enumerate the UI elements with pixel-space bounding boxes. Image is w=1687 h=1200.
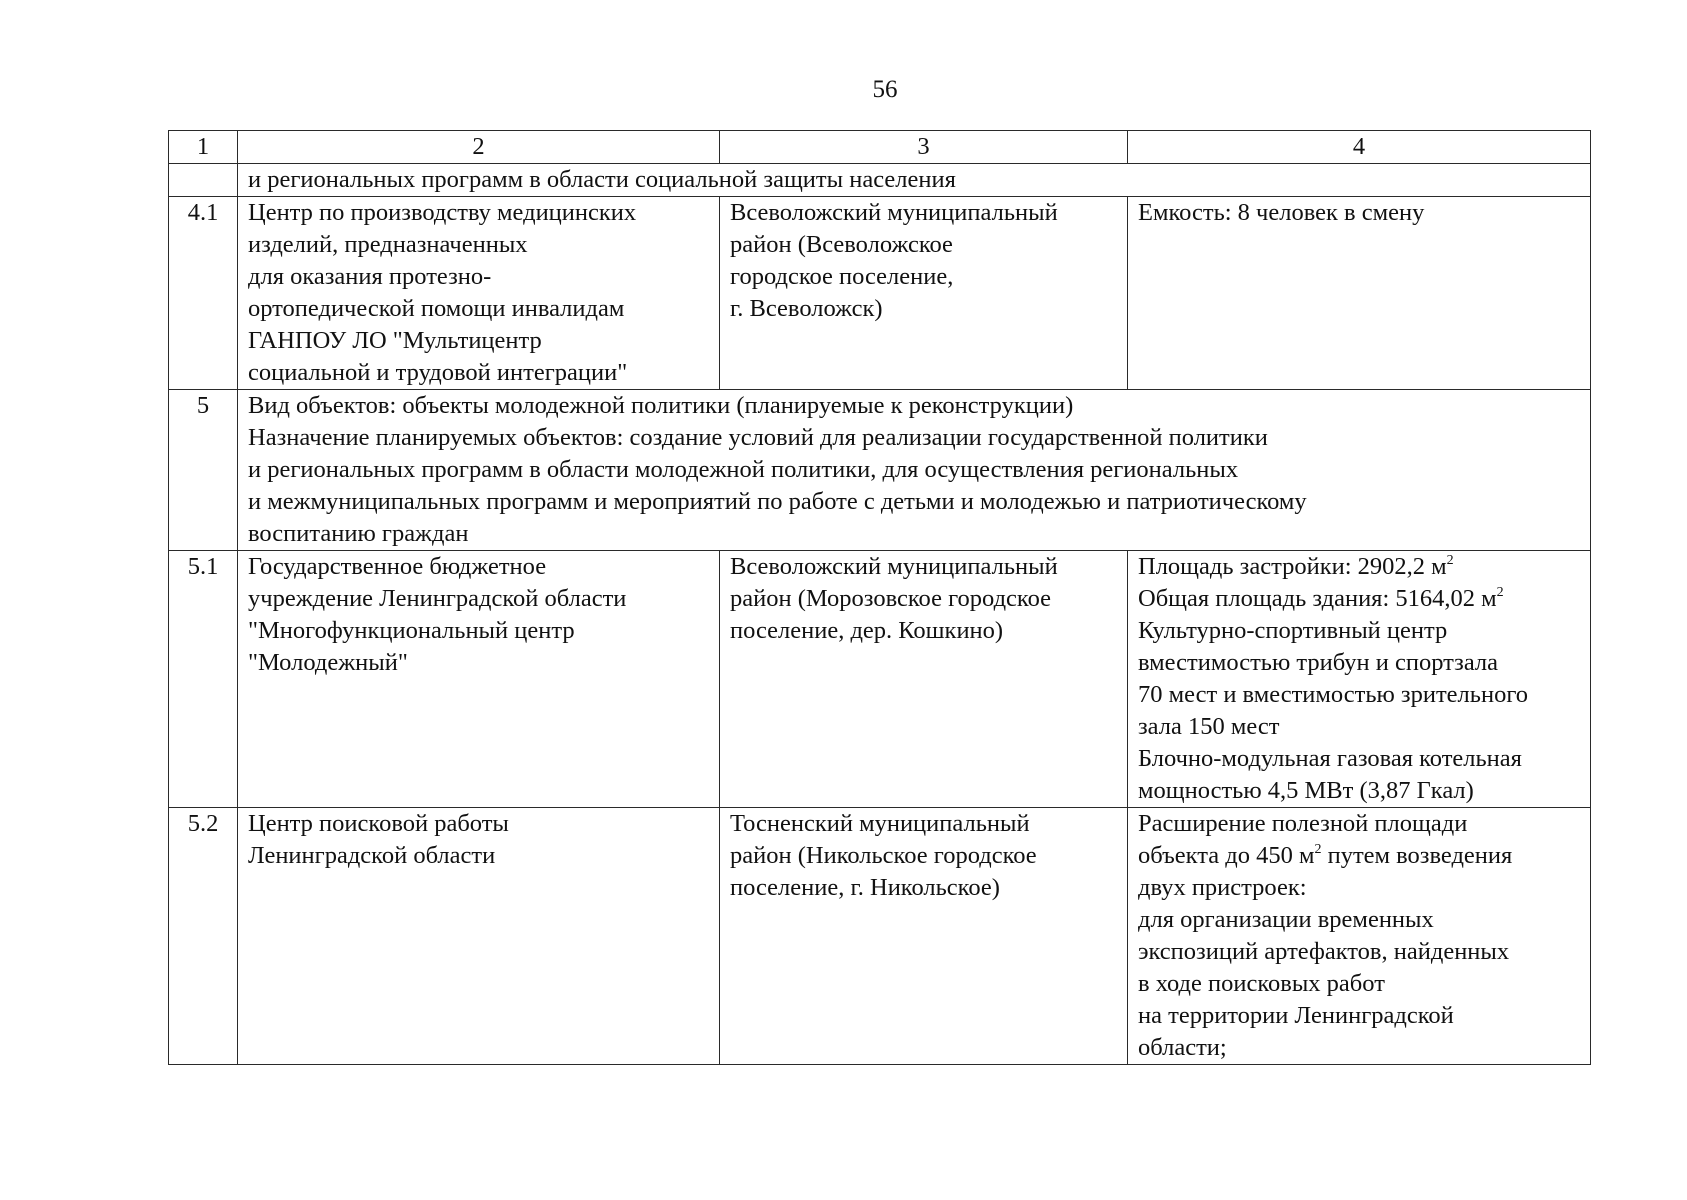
table-row-5-1 bbox=[169, 551, 1591, 808]
text-line: Вид объектов: объекты молодежной политики (планируемые к реконструкции) bbox=[248, 392, 1074, 419]
text-line bbox=[1138, 583, 1586, 615]
superscript: 2 bbox=[1446, 553, 1454, 568]
object-name-cell bbox=[238, 808, 720, 1065]
text-segment: Общая площадь здания: 5164,02 м bbox=[1138, 585, 1497, 612]
text-line: городское поселение, bbox=[730, 263, 954, 290]
text-line: и межмуниципальных программ и мероприятий по работе с детьми и молодежью и патриотическому bbox=[248, 488, 1307, 515]
text-segment: объекта до 450 м bbox=[1138, 842, 1315, 869]
text-line: Центр поисковой работы bbox=[248, 810, 509, 837]
text-segment: путем возведения bbox=[1321, 842, 1513, 869]
text-line: Центр по производству медицинских bbox=[248, 199, 637, 226]
row-number: 5.1 bbox=[169, 551, 238, 808]
row-number: 4.1 bbox=[169, 197, 238, 390]
superscript: 2 bbox=[1314, 842, 1322, 857]
text-line: зала 150 мест bbox=[1138, 713, 1280, 740]
text-line: в ходе поисковых работ bbox=[1138, 970, 1385, 997]
text-line bbox=[1138, 551, 1586, 583]
text-line: двух пристроек: bbox=[1138, 874, 1307, 901]
page-number: 56 bbox=[872, 76, 898, 103]
text-segment: Площадь застройки: 2902,2 м bbox=[1138, 553, 1447, 580]
text-line: Всеволожский муниципальный bbox=[730, 553, 1058, 580]
header-cell: 4 bbox=[1128, 131, 1591, 164]
text-line: экспозиций артефактов, найденных bbox=[1138, 938, 1510, 965]
text-line: ГАНПОУ ЛО "Мультицентр bbox=[248, 327, 542, 354]
text-line: и региональных программ в области молодежной политики, для осуществления региональных bbox=[248, 456, 1239, 483]
object-name-cell bbox=[238, 197, 720, 390]
text-line: на территории Ленинградской bbox=[1138, 1002, 1454, 1029]
row-number: 5 bbox=[169, 390, 238, 551]
text-line: район (Никольское городское bbox=[730, 842, 1037, 869]
text-line: Емкость: 8 человек в смену bbox=[1138, 199, 1425, 226]
text-line: поселение, г. Никольское) bbox=[730, 874, 1000, 901]
text-line: Блочно-модульная газовая котельная bbox=[1138, 745, 1522, 772]
text-line: ортопедической помощи инвалидам bbox=[248, 295, 625, 322]
section-description-cell bbox=[238, 390, 1591, 551]
characteristics-cell bbox=[1128, 197, 1591, 390]
characteristics-cell bbox=[1128, 551, 1591, 808]
text-line: мощностью 4,5 МВт (3,87 Гкал) bbox=[1138, 777, 1474, 804]
text-line: "Многофункциональный центр bbox=[248, 617, 575, 644]
text-line: поселение, дер. Кошкино) bbox=[730, 617, 1004, 644]
superscript: 2 bbox=[1496, 585, 1504, 600]
location-cell bbox=[720, 551, 1128, 808]
text-line: Тосненский муниципальный bbox=[730, 810, 1030, 837]
text-line: воспитанию граждан bbox=[248, 520, 469, 547]
table-row-section-5 bbox=[169, 390, 1591, 551]
header-cell: 3 bbox=[720, 131, 1128, 164]
objects-table bbox=[168, 130, 1591, 1065]
text-line: Назначение планируемых объектов: создание условий для реализации государственной политики bbox=[248, 424, 1268, 451]
text-line: г. Всеволожск) bbox=[730, 295, 883, 322]
text-line: Расширение полезной площади bbox=[1138, 810, 1468, 837]
text-line: 70 мест и вместимостью зрительного bbox=[1138, 681, 1529, 708]
row-number: 5.2 bbox=[169, 808, 238, 1065]
text-line: социальной и трудовой интеграции" bbox=[248, 359, 628, 386]
text-line: для оказания протезно- bbox=[248, 263, 492, 290]
continuation-text: и региональных программ в области социальной защиты населения bbox=[238, 164, 1591, 197]
characteristics-cell bbox=[1128, 808, 1591, 1065]
text-line bbox=[1138, 840, 1586, 872]
text-line: вместимостью трибун и спортзала bbox=[1138, 649, 1499, 676]
location-cell bbox=[720, 808, 1128, 1065]
text-line: области; bbox=[1138, 1034, 1227, 1061]
text-line: "Молодежный" bbox=[248, 649, 408, 676]
table-row-4-1 bbox=[169, 197, 1591, 390]
table-row-continuation bbox=[169, 164, 1591, 197]
text-line: район (Морозовское городское bbox=[730, 585, 1052, 612]
table-header-row bbox=[169, 131, 1591, 164]
text-line: район (Всеволожское bbox=[730, 231, 953, 258]
header-cell: 2 bbox=[238, 131, 720, 164]
header-cell: 1 bbox=[169, 131, 238, 164]
text-line: Культурно-спортивный центр bbox=[1138, 617, 1448, 644]
location-cell bbox=[720, 197, 1128, 390]
text-line: для организации временных bbox=[1138, 906, 1434, 933]
table-row-5-2 bbox=[169, 808, 1591, 1065]
text-line: Ленинградской области bbox=[248, 842, 496, 869]
text-line: изделий, предназначенных bbox=[248, 231, 528, 258]
text-line: Всеволожский муниципальный bbox=[730, 199, 1058, 226]
text-line: Государственное бюджетное bbox=[248, 553, 547, 580]
object-name-cell bbox=[238, 551, 720, 808]
text-line: учреждение Ленинградской области bbox=[248, 585, 627, 612]
row-number bbox=[169, 164, 238, 197]
